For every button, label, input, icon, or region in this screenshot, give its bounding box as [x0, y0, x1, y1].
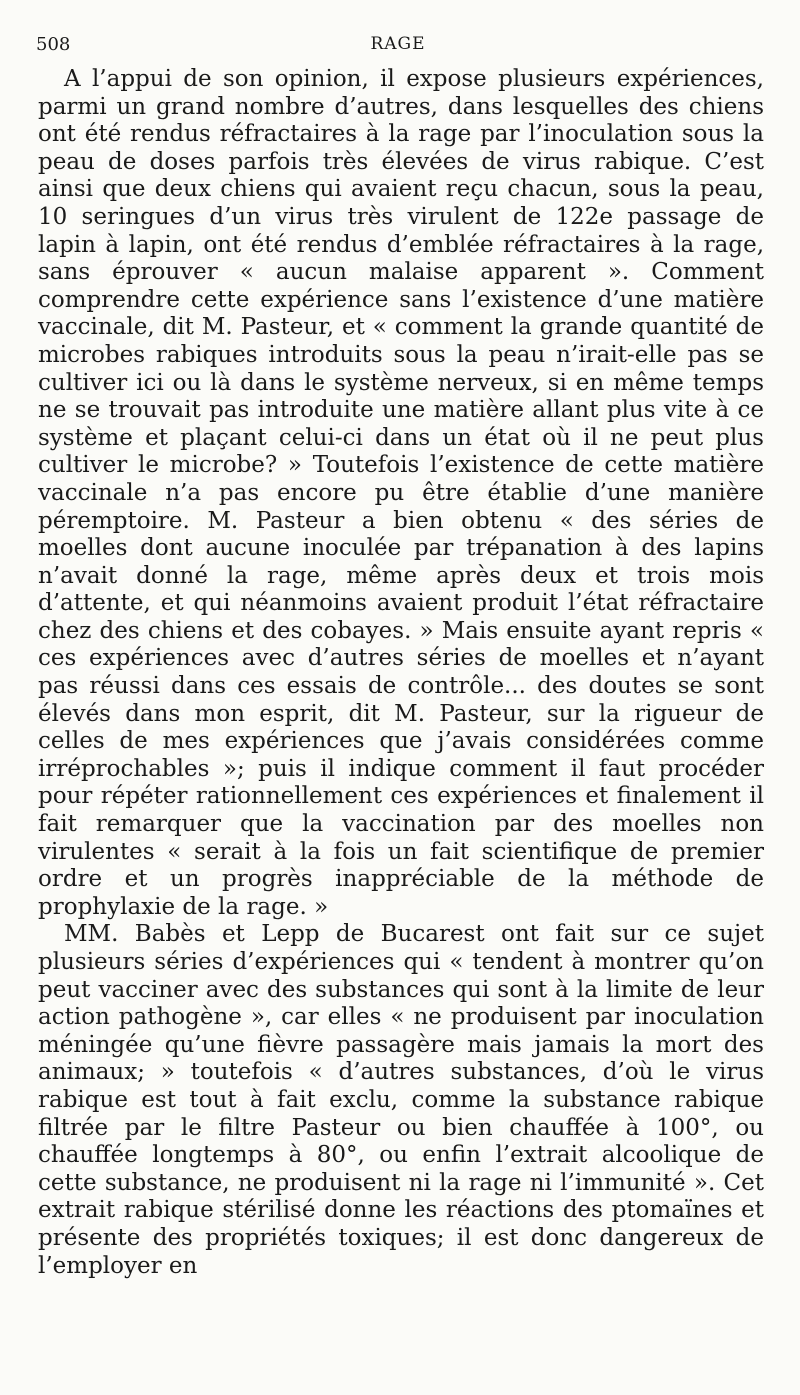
paragraph-pasteur-experiments: A l’appui de son opinion, il expose plusieurs expériences, parmi un grand nombre d’autres, dans lesquelles des chiens ont été rendus réfractaires à la rage par l’inoculation sous la peau de doses parfois très élevées de virus rabique. C’est ainsi que deux chiens qui avaient reçu chacun, sous la peau, 10 seringues d’un virus très virulent de 122e passage de lapin à lapin, ont été rendus d’emblée réfractaires à la rage, sans éprouver « aucun malaise apparent ». Comment comprendre cette expérience sans l’existence d’une matière vaccinale, dit M. Pasteur, et « comment la grande quantité de microbes rabiques introduits sous la peau n’irait-elle pas se cultiver ici ou là dans le système nerveux, si en même temps ne se trouvait pas introduite une matière allant plus vite à ce système et plaçant celui-ci dans un état où il ne peut plus cultiver le microbe? » Toutefois l’existence de cette matière vaccinale n’a pas encore pu être établie d’une manière péremptoire. M. Pasteur a bien obtenu « des séries de moelles dont aucune inoculée par trépanation à des lapins n’avait donné la rage, même après deux et trois mois d’attente, et qui néanmoins avaient produit l’état réfractaire chez des chiens et des cobayes. » Mais ensuite ayant repris « ces expériences avec d’autres séries de moelles et n’ayant pas réussi dans ces essais de contrôle... des doutes se sont élevés dans mon esprit, dit M. Pasteur, sur la rigueur de celles de mes expériences que j’avais considérées comme irréprochables »; puis il indique comment il faut procéder pour répéter rationnellement ces expériences et finalement il fait remarquer que la vaccination par des moelles non virulentes « serait à la fois un fait scientifique de premier ordre et un progrès inappréciable de la méthode de prophylaxie de la rage. » — [38, 66, 764, 920]
running-head — [36, 34, 760, 58]
body-text — [38, 66, 764, 1280]
running-title: RAGE — [370, 34, 426, 54]
page-number: 508 — [36, 34, 71, 55]
paragraph-babes-lepp: MM. Babès et Lepp de Bucarest ont fait sur ce sujet plusieurs séries d’expériences qui « tendent à montrer qu’on peut vacciner avec des substances qui sont à la limite de leur action pathogène », car elles « ne produisent par inoculation méningée qu’une fièvre passagère mais jamais la mort des animaux; » toutefois « d’autres substances, d’où le virus rabique est tout à fait exclu, comme la substance rabique filtrée par le filtre Pasteur ou bien chauffée à 100°, ou chauffée longtemps à 80°, ou enfin l’extrait alcoolique de cette substance, ne produisent ni la rage ni l’immunité ». Cet extrait rabique stérilisé donne les réactions des ptomaïnes et présente des propriétés toxiques; il est donc dangereux de l’employer en — [38, 921, 764, 1279]
